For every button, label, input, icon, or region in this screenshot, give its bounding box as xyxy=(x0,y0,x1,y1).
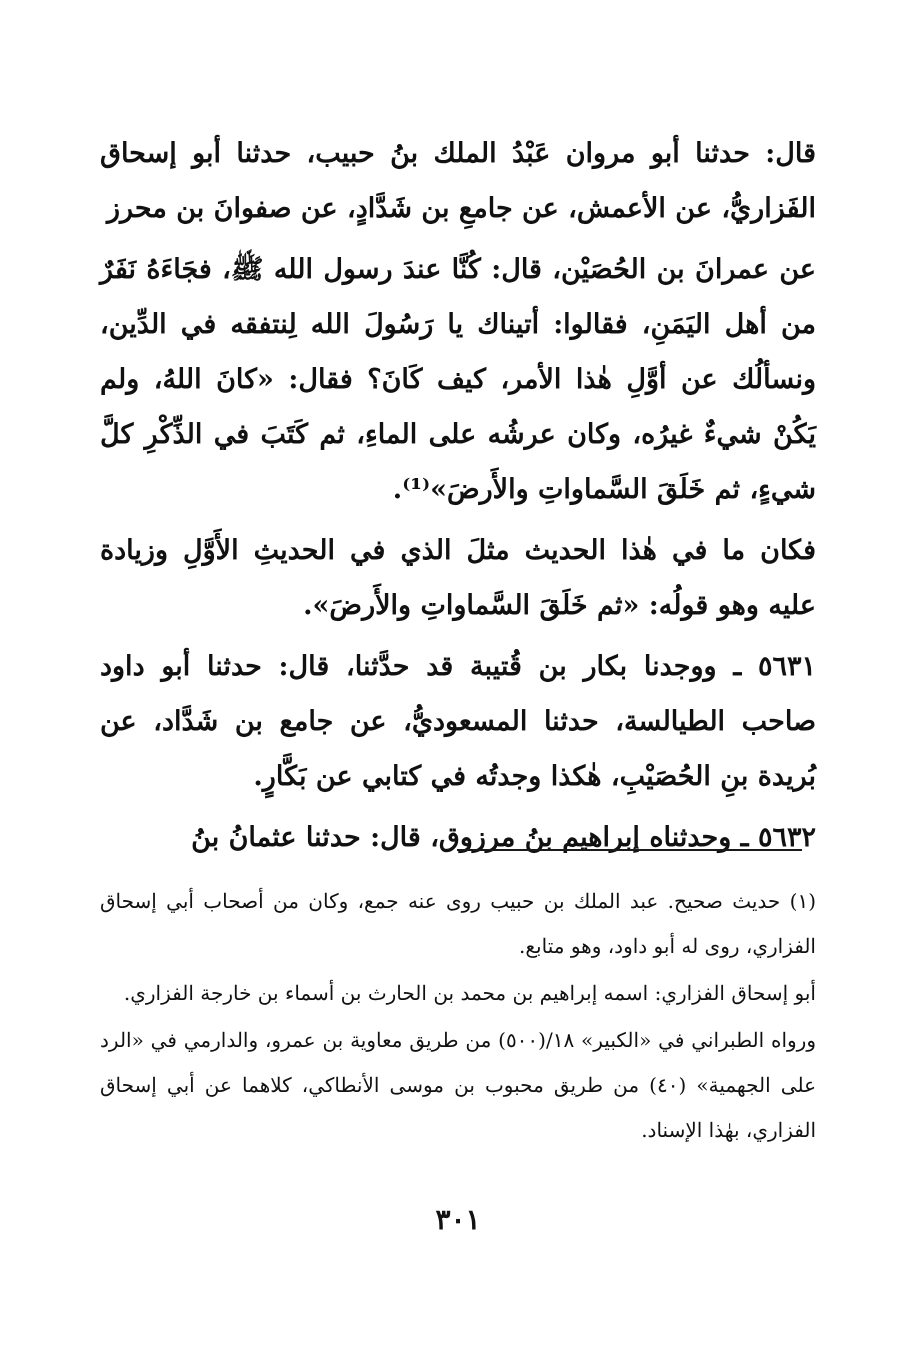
paragraph-hadith-5631: ٥٦٣١ ـ ووجدنا بكار بن قُتيبة قد حدَّثنا، قال: حدثنا أبو داود صاحب الطيالسة، حدثنا المسعوديُّ، عن جامع بن شَدَّاد، عن بُريدة بنِ الحُصَيْبِ، هٰكذا وجدتُه في كتابي عن بَكَّارٍ. xyxy=(100,651,816,792)
footnote-separator xyxy=(457,849,802,851)
footnotes xyxy=(100,879,816,1153)
paragraph-hadith-5632: ٥٦٣٢ ـ وحدثناه إبراهيم بنُ مرزوق، قال: حدثنا عثمانُ بنُ xyxy=(191,822,816,853)
paragraph-commentary: فكان ما في هٰذا الحديث مثلَ الذي في الحديثِ الأَوَّلِ وزيادة عليه وهو قولُه: «ثم خَلَقَ السَّماواتِ والأَرضَ». xyxy=(100,535,816,621)
footnote-sources: ورواه الطبراني في «الكبير» ١٨/(٥٠٠) من طريق معاوية بن عمرو، والدارمي في «الرد على الجهمية» (٤٠) من طريق محبوب بن موسى الأنطاكي، كلاهما عن أبي إسحاق الفزاري، بهٰذا الإسناد. xyxy=(100,1028,816,1142)
page-number: ٣٠١ xyxy=(435,1203,481,1236)
footnote-1: (١) حديث صحيح. عبد الملك بن حبيب روى عنه جمع، وكان من أصحاب أبي إسحاق الفزاري، روى له أبو داود، وهو متابع. xyxy=(100,889,816,958)
main-text xyxy=(100,126,816,865)
footnote-narrator: أبو إسحاق الفزاري: اسمه إبراهيم بن محمد بن الحارث بن أسماء بن خارجة الفزاري. xyxy=(123,981,816,1005)
paragraph-isnad: قال: حدثنا أبو مروان عَبْدُ الملك بنُ حبيب، حدثنا أبو إسحاق الفَزاريُّ، عن الأعمش، عن جامعِ بن شَدَّادٍ، عن صفوانَ بن محرز xyxy=(100,138,816,224)
paragraph-hadith: عن عمرانَ بن الحُصَيْن، قال: كُنَّا عندَ رسول الله ﷺ، فجَاءَهُ نَفَرٌ من أهل اليَمَنِ، فقالوا: أتيناك يا رَسُولَ الله لِنتفقه في الدِّين، ونسألُك عن أوَّلِ هٰذا الأمر، كيف كَانَ؟ فقال: «كانَ اللهُ، ولم يَكُنْ شيءٌ غيرُه، وكان عرشُه على الماءِ، ثم كَتَبَ في الذِّكْرِ كلَّ شيءٍ، ثم خَلَقَ السَّماواتِ والأَرضَ»⁽¹⁾. xyxy=(100,254,816,505)
